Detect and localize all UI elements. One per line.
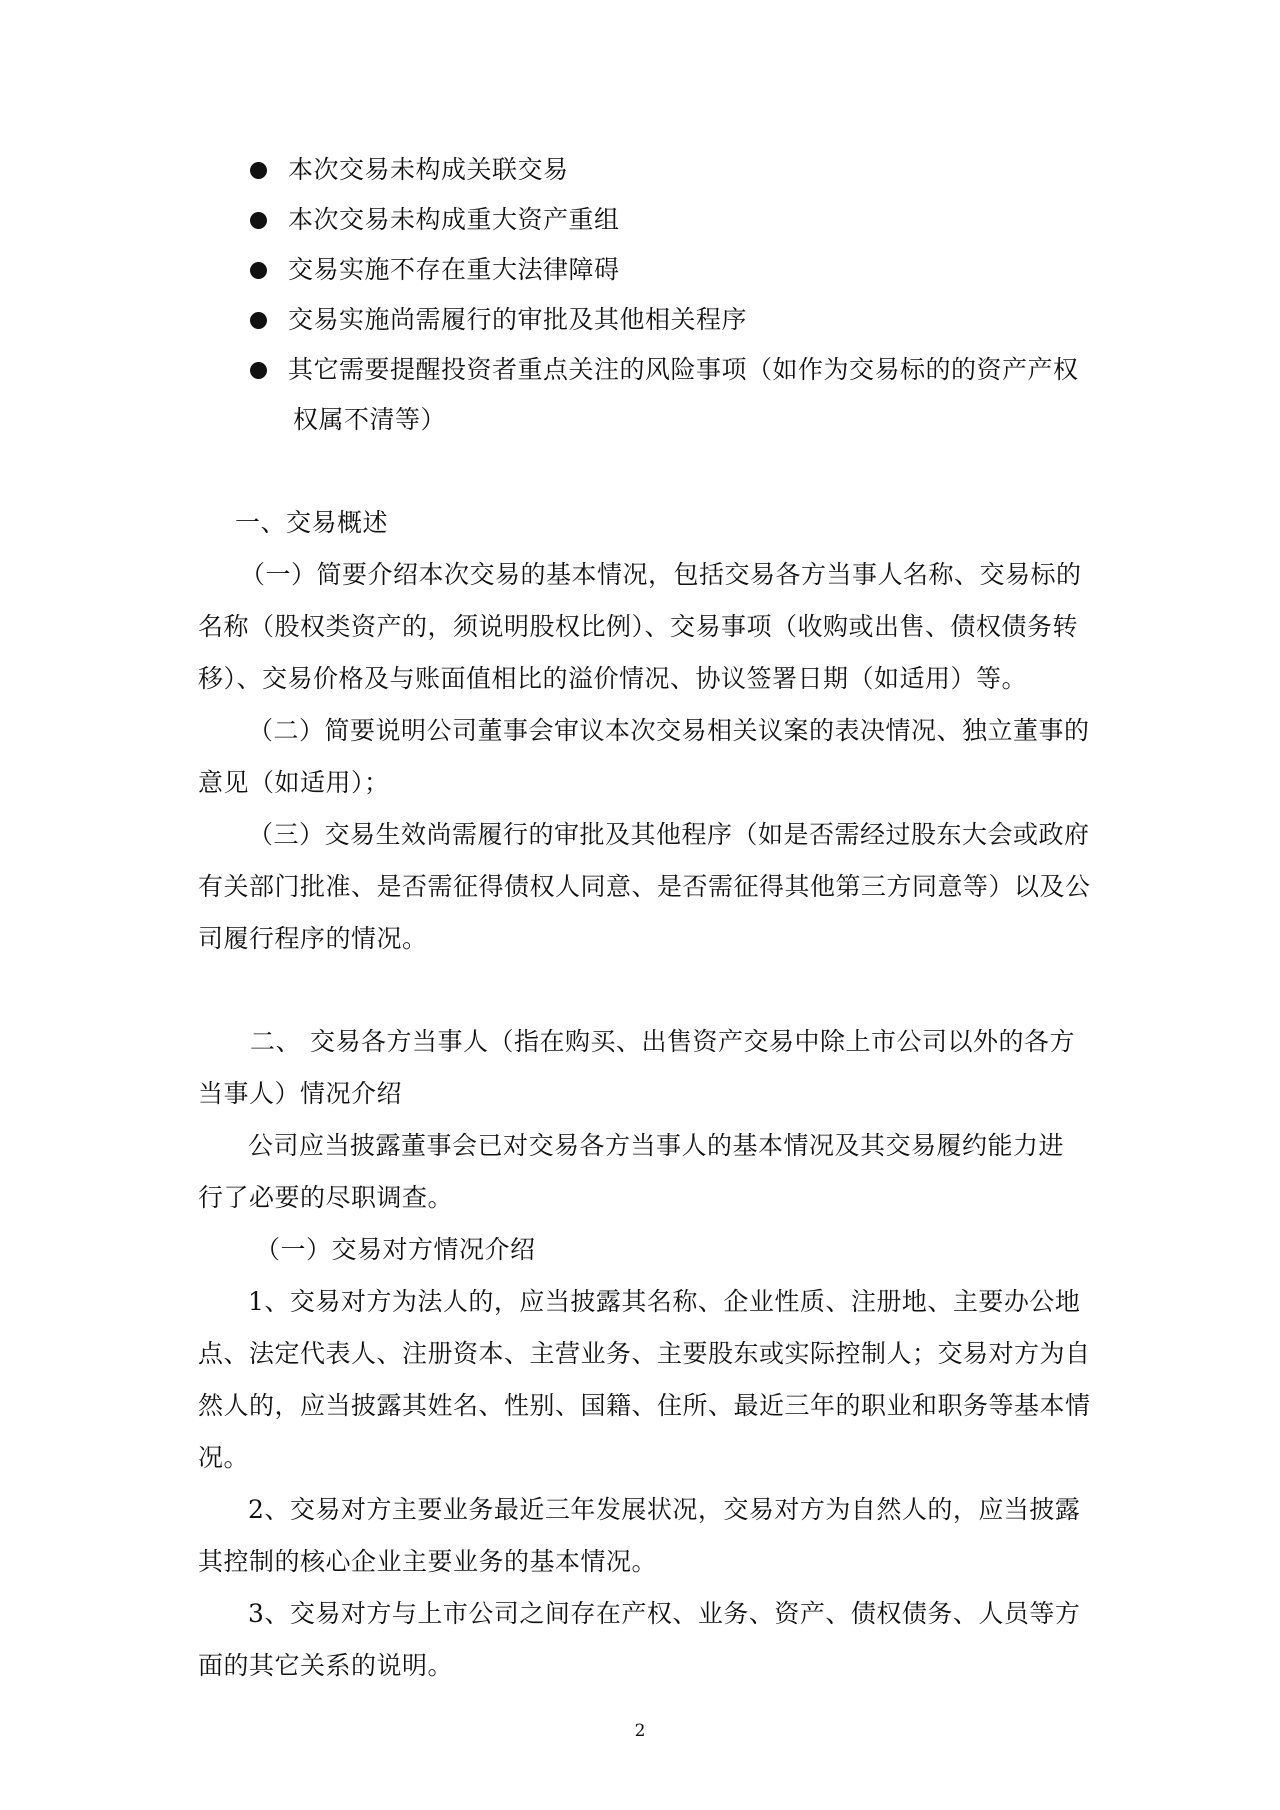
- paragraph-line: 3、交易对方与上市公司之间存在产权、业务、资产、债权债务、人员等方: [248, 1599, 1081, 1628]
- paragraph-line: 名称（股权类资产的，须说明股权比例）、交易事项（收购或出售、债权债务转: [198, 612, 1079, 641]
- paragraph-line: 意见（如适用）；: [198, 768, 390, 797]
- paragraph-line: 行了必要的尽职调查。: [198, 1183, 454, 1212]
- bullet-item: 本次交易未构成关联交易: [288, 155, 569, 184]
- paragraph-line: 移）、交易价格及与账面值相比的溢价情况、协议签署日期（如适用）等。: [198, 664, 1028, 693]
- bullet-item: 交易实施不存在重大法律障碍: [288, 255, 620, 284]
- paragraph-line: 然人的，应当披露其姓名、性别、国籍、住所、最近三年的职业和职务等基本情: [198, 1391, 1091, 1420]
- bullet-item: 其它需要提醒投资者重点关注的风险事项（如作为交易标的的资产产权: [288, 355, 1079, 384]
- section-number: 二、: [250, 1027, 302, 1056]
- bullet-dot: [250, 262, 267, 279]
- bullet-item-continuation: 权属不清等）: [293, 405, 447, 434]
- paragraph-line: 公司应当披露董事会已对交易各方当事人的基本情况及其交易履约能力进: [248, 1131, 1065, 1160]
- bullet-dot: [250, 162, 267, 179]
- paragraph-line: 有关部门批准、是否需征得债权人同意、是否需征得其他第三方同意等）以及公: [198, 872, 1091, 901]
- section-heading: 当事人）情况介绍: [198, 1079, 403, 1108]
- page-number: 2: [634, 1721, 646, 1741]
- paragraph-line: 点、法定代表人、注册资本、主营业务、主要股东或实际控制人；交易对方为自: [198, 1339, 1091, 1368]
- paragraph-line: 其控制的核心企业主要业务的基本情况。: [198, 1547, 658, 1576]
- section-heading: 交易各方当事人（指在购买、出售资产交易中除上市公司以外的各方: [310, 1027, 1076, 1056]
- paragraph-line: 2、交易对方主要业务最近三年发展状况，交易对方为自然人的，应当披露: [248, 1495, 1081, 1524]
- bullet-item: 交易实施尚需履行的审批及其他相关程序: [288, 305, 748, 334]
- sub-heading: （一）交易对方情况介绍: [255, 1235, 536, 1264]
- paragraph-line: 面的其它关系的说明。: [198, 1651, 454, 1680]
- paragraph-line: 况。: [198, 1443, 250, 1472]
- bullet-dot: [250, 212, 267, 229]
- paragraph-line: 司履行程序的情况。: [198, 924, 428, 953]
- paragraph-line: （二）简要说明公司董事会审议本次交易相关议案的表决情况、独立董事的: [248, 716, 1090, 745]
- paragraph-line: （一）简要介绍本次交易的基本情况，包括交易各方当事人名称、交易标的: [240, 560, 1082, 589]
- bullet-dot: [250, 312, 267, 329]
- paragraph-line: 1、交易对方为法人的，应当披露其名称、企业性质、注册地、主要办公地: [248, 1287, 1081, 1316]
- section-heading: 一、交易概述: [235, 508, 389, 537]
- bullet-item: 本次交易未构成重大资产重组: [288, 205, 620, 234]
- paragraph-line: （三）交易生效尚需履行的审批及其他程序（如是否需经过股东大会或政府: [248, 820, 1090, 849]
- bullet-dot: [250, 362, 267, 379]
